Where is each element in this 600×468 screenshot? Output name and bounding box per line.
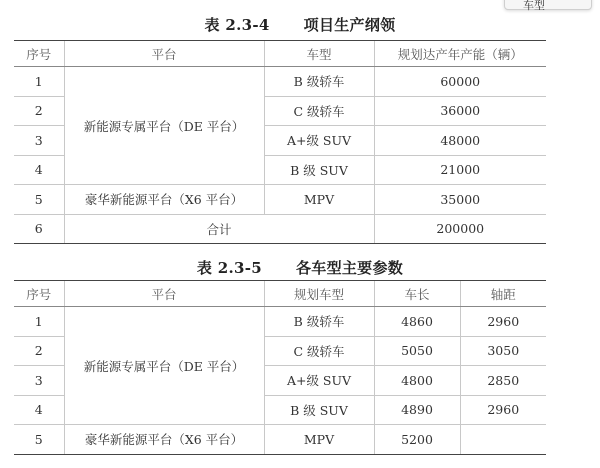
- cell-model: C 级轿车: [264, 336, 374, 366]
- cell-length: 4800: [374, 366, 460, 396]
- cell-seq: 1: [14, 67, 64, 97]
- tooltip-fragment: [504, 0, 592, 10]
- header-seq: 序号: [14, 41, 64, 67]
- header-platform: 平台: [64, 281, 264, 307]
- tooltip-text: 车型: [523, 0, 545, 12]
- table-header-row: [14, 281, 546, 307]
- table2-caption: [0, 257, 600, 278]
- cell-seq: 1: [14, 307, 64, 337]
- cell-model: B 级 SUV: [264, 155, 374, 185]
- cell-length: 5050: [374, 336, 460, 366]
- table-row: [14, 425, 546, 455]
- cell-capacity: 21000: [374, 155, 546, 185]
- cell-wheelbase: 2960: [460, 395, 546, 425]
- cell-model: B 级 SUV: [264, 395, 374, 425]
- production-program-table: [14, 40, 546, 244]
- cell-seq: 6: [14, 214, 64, 244]
- cell-wheelbase: 2960: [460, 307, 546, 337]
- table2-caption-title: 各车型主要参数: [295, 259, 404, 277]
- cell-model: C 级轿车: [264, 96, 374, 126]
- cell-model: B 级轿车: [264, 307, 374, 337]
- cell-seq: 2: [14, 96, 64, 126]
- cell-wheelbase: 2850: [460, 366, 546, 396]
- cell-capacity: 60000: [374, 67, 546, 97]
- table1-caption-number: 表 2.3-4: [204, 16, 270, 34]
- cell-model: MPV: [264, 185, 374, 215]
- cell-length: 5200: [374, 425, 460, 455]
- cell-model: A+级 SUV: [264, 126, 374, 156]
- cell-platform-x6: 豪华新能源平台（X6 平台）: [64, 185, 264, 215]
- cell-length: 4890: [374, 395, 460, 425]
- cell-platform-x6: 豪华新能源平台（X6 平台）: [64, 425, 264, 455]
- cell-total-label: 合计: [64, 214, 374, 244]
- cell-model: B 级轿车: [264, 67, 374, 97]
- table1-caption-title: 项目生产纲领: [303, 16, 396, 34]
- table-total-row: [14, 214, 546, 244]
- cell-model: MPV: [264, 425, 374, 455]
- cell-seq: 4: [14, 155, 64, 185]
- cell-capacity: 35000: [374, 185, 546, 215]
- cell-capacity: 48000: [374, 126, 546, 156]
- table1-caption: [0, 14, 600, 35]
- cell-wheelbase: [460, 425, 546, 455]
- cell-seq: 2: [14, 336, 64, 366]
- header-capacity: 规划达产年产能（辆）: [374, 41, 546, 67]
- cell-length: 4860: [374, 307, 460, 337]
- header-wheelbase: 轴距: [460, 281, 546, 307]
- header-seq: 序号: [14, 281, 64, 307]
- cell-platform-de: 新能源专属平台（DE 平台）: [64, 307, 264, 425]
- table2-caption-number: 表 2.3-5: [196, 259, 262, 277]
- model-parameters-table: [14, 280, 546, 455]
- table-row: [14, 185, 546, 215]
- table-row: [14, 67, 546, 97]
- header-model: 车型: [264, 41, 374, 67]
- header-platform: 平台: [64, 41, 264, 67]
- cell-seq: 5: [14, 185, 64, 215]
- table-row: [14, 307, 546, 337]
- cell-capacity: 36000: [374, 96, 546, 126]
- table-header-row: [14, 41, 546, 67]
- cell-seq: 4: [14, 395, 64, 425]
- cell-total-capacity: 200000: [374, 214, 546, 244]
- cell-seq: 3: [14, 366, 64, 396]
- header-length: 车长: [374, 281, 460, 307]
- cell-platform-de: 新能源专属平台（DE 平台）: [64, 67, 264, 185]
- cell-wheelbase: 3050: [460, 336, 546, 366]
- header-planned-model: 规划车型: [264, 281, 374, 307]
- cell-model: A+级 SUV: [264, 366, 374, 396]
- cell-seq: 5: [14, 425, 64, 455]
- cell-seq: 3: [14, 126, 64, 156]
